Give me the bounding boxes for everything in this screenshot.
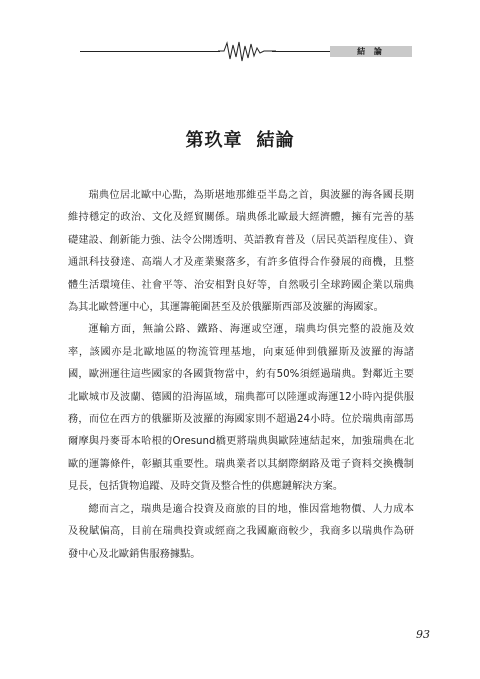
header-rule-right [272,51,330,52]
paragraph: 總而言之，瑞典是適合投資及商旅的目的地，惟因當地物價、人力成本及稅賦偏高，目前在瑞典投資或經商之我國廠商較少，我商多以瑞典作為研發中心及北歐銷售服務據點。 [68,503,414,560]
paragraph: 瑞典位居北歐中心點，為斯堪地那維亞半島之首，與波羅的海各國長期維持穩定的政治、文化及經貿關係。瑞典係北歐最大經濟體，擁有完善的基礎建設、創新能力強、法令公開透明、英語教育普及（居民英語程度佳）、資通訊科技發達、高端人才及產業聚落多，有許多值得合作發展的商機，且整體生活環境佳、社會平等、治安相對良好等，自然吸引全球跨國企業以瑞典為其北歐營運中心，其運籌範圍甚至及於俄羅斯西部及波羅的海國家。 [68,190,414,314]
body-text [68,185,414,566]
section-tab: 結 論 [330,46,412,57]
chapter-number: 第玖章 [185,130,243,151]
chapter-title [0,126,480,152]
paragraph: 運輸方面，無論公路、鐵路、海運或空運，瑞典均俱完整的設施及效率，該國亦是北歐地區的物流管理基地，向東延伸到俄羅斯及波羅的海諸國，歐洲運往這些國家的各國貨物當中，約有50%須經過瑞典。對鄰近主要北歐城市及波蘭、德國的沿海區域，瑞典都可以陸運或海運12小時內提供服務，而位在西方的俄羅斯及波羅的海國家則不超過24小時。位於瑞典南部馬爾摩與丹麥哥本哈根的Oresund橋更將瑞典與歐陸連結起來，加強瑞典在北歐的運籌條件，彰顯其重要性。瑞典業者以其網際網路及電子資料交換機制見長，包括貨物追蹤、及時交貨及整合性的供應鏈解決方案。 [68,324,414,493]
heartbeat-wave-icon [218,40,276,64]
page-number: 93 [416,628,430,641]
page-header [0,0,480,70]
header-rule-left [80,51,220,52]
chapter-name: 結論 [256,130,295,151]
